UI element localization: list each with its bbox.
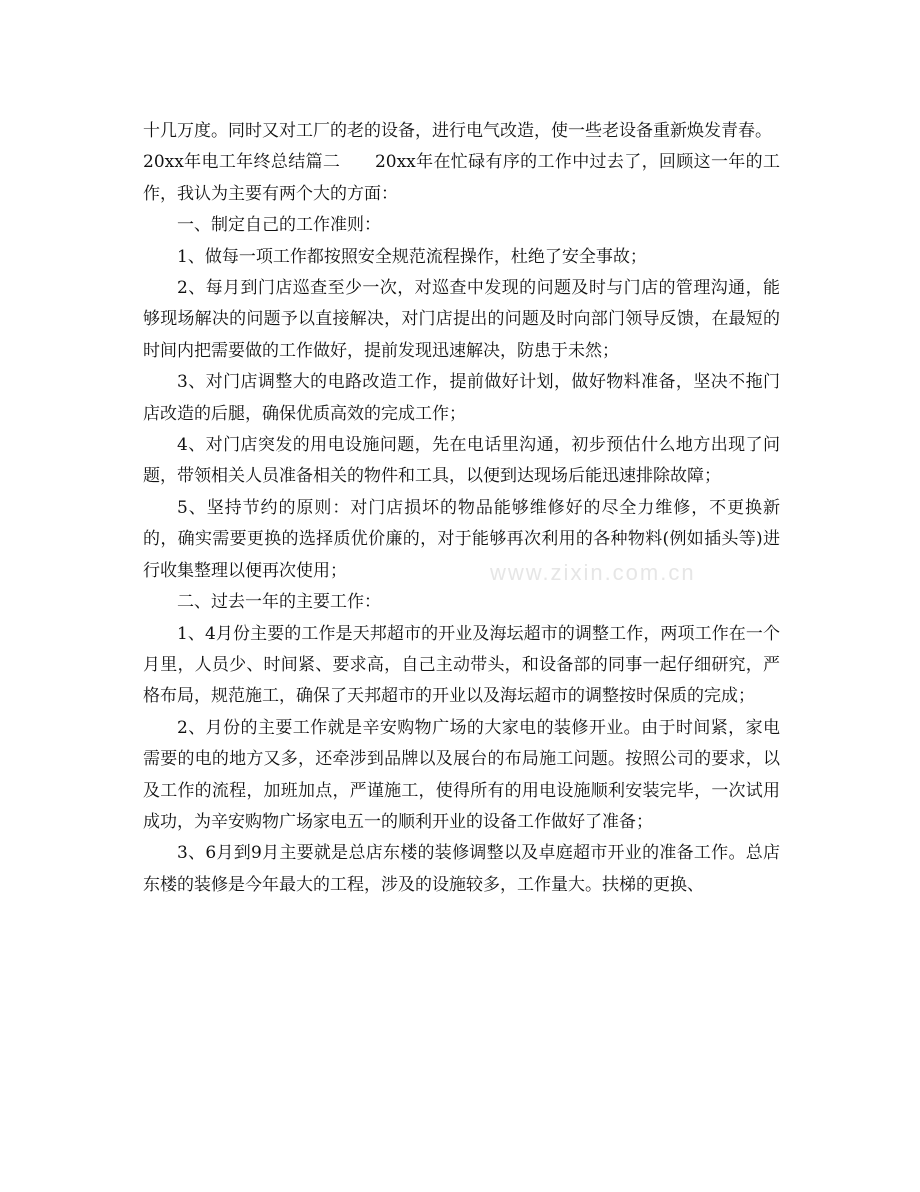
paragraph: 2、月份的主要工作就是辛安购物广场的大家电的装修开业。由于时间紧，家电需要的电的地方又多，还牵涉到品牌以及展台的布局施工问题。按照公司的要求，以及工作的流程，加班加点，严谨施工，使得所有的用电设施顺利安装完毕，一次试用成功，为辛安购物广场家电五一的顺利开业的设备工作做好了准备； xyxy=(143,717,780,832)
paragraph: 一、制定自己的工作准则： xyxy=(177,215,381,236)
paragraph: 二、过去一年的主要工作： xyxy=(177,592,381,613)
document-body xyxy=(143,116,780,901)
paragraph: 3、6月到9月主要就是总店东楼的装修调整以及卓庭超市开业的准备工作。总店东楼的装修是今年最大的工程，涉及的设施较多，工作量大。扶梯的更换、 xyxy=(143,843,780,895)
paragraph: 2、每月到门店巡查至少一次，对巡查中发现的问题及时与门店的管理沟通，能够现场解决的问题予以直接解决，对门店提出的问题及时向部门领导反馈，在最短的时间内把需要做的工作做好，提前发现迅速解决，防患于未然； xyxy=(143,278,780,361)
paragraph: 1、做每一项工作都按照安全规范流程操作，杜绝了安全事故； xyxy=(177,246,647,267)
paragraph: 1、4月份主要的工作是天邦超市的开业及海坛超市的调整工作，两项工作在一个月里，人员少、时间紧、要求高，自己主动带头，和设备部的同事一起仔细研究，严格布局，规范施工，确保了天邦超市的开业以及海坛超市的调整按时保质的完成； xyxy=(143,623,780,707)
paragraph: 20xx年电工年终总结篇二 20xx年在忙碌有序的工作中过去了，回顾这一年的工作，我认为主要有两个大的方面： xyxy=(143,152,780,204)
paragraph: 4、对门店突发的用电设施问题，先在电话里沟通，初步预估什么地方出现了问题，带领相关人员准备相关的物件和工具，以便到达现场后能迅速排除故障； xyxy=(143,435,780,487)
watermark-text: www.zixin.com.cn xyxy=(490,560,696,585)
paragraph: 5、坚持节约的原则：对门店损坏的物品能够维修好的尽全力维修，不更换新的，确实需要更换的选择质优价廉的，对于能够再次利用的各种物料(例如插头等)进行收集整理以便再次使用； xyxy=(143,497,780,581)
paragraph: 十几万度。同时又对工厂的老的设备，进行电气改造，使一些老设备重新焕发青春。 xyxy=(143,121,772,141)
paragraph: 3、对门店调整大的电路改造工作，提前做好计划，做好物料准备，坚决不拖门店改造的后腿，确保优质高效的完成工作； xyxy=(143,372,780,424)
